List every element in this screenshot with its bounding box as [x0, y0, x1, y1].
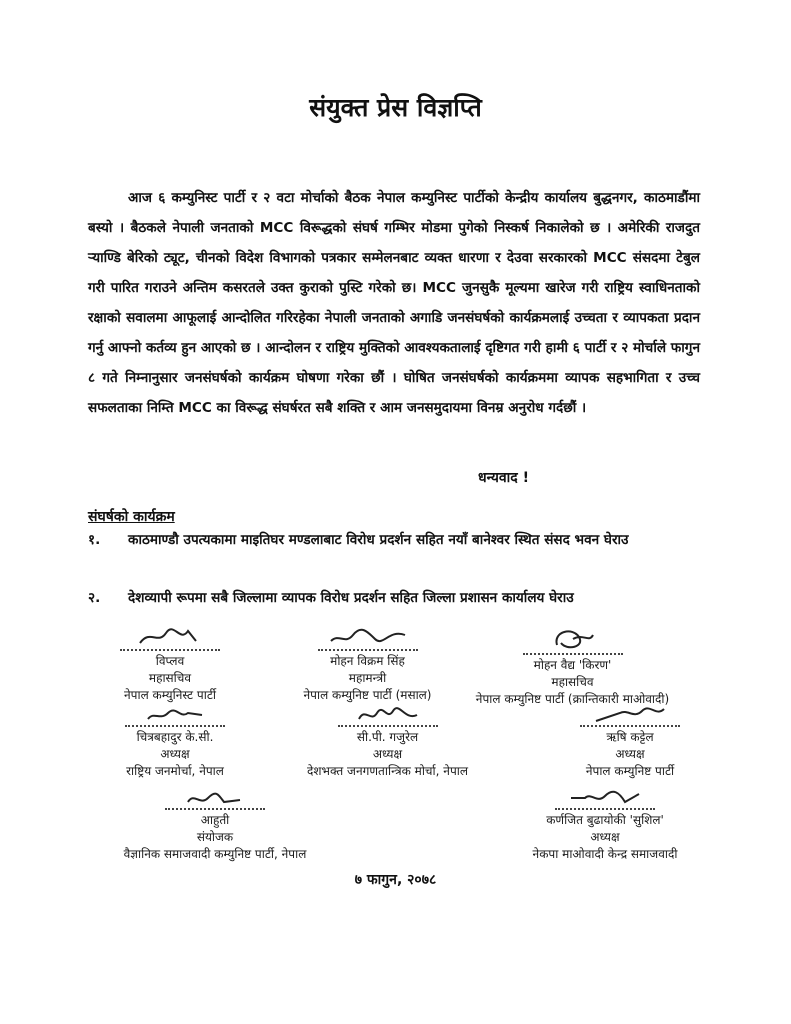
signatory-name: आहुती: [200, 813, 230, 827]
program-heading: संघर्षको कार्यक्रम: [88, 509, 175, 525]
thanks-text: धन्यवाद !: [478, 470, 529, 486]
signatory-name: विप्लव: [155, 654, 185, 668]
program-item: [88, 585, 700, 611]
signature-block: [95, 788, 335, 863]
handwritten-signature: [590, 705, 670, 725]
signature-block: [100, 705, 250, 780]
program-item-text: काठमाण्डौ उपत्यकामा माइतिघर मण्डलाबाट विरोध प्रदर्शन सहित नयाँ बानेश्वर स्थित संसद भवन घेराउ: [128, 532, 629, 548]
body-paragraph-text: आज ६ कम्युनिस्ट पार्टी र २ वटा मोर्चाको बैठक नेपाल कम्युनिस्ट पार्टीको केन्द्रीय कार्यालय बुद्धनगर, काठमाडौंमा बस्यो । बैठकले नेपाली जनताको MCC विरूद्धको संघर्ष गम्भिर मोडमा पुगेको निस्कर्ष निकालेको छ । अमेरिकी राजदुत ऱ्याण्डि बेरिको ट्यूट, चीनको विदेश विभागको पत्रकार सम्मेलनबाट व्यक्त धारणा र देउवा सरकारको MCC संसदमा टेबुल गरी पारित गराउने अन्तिम कसरतले उक्त कुराको पुस्टि गरेको छ। MCC जुनसुकै मूल्यमा खारेज गरी राष्ट्रिय स्वाधिनताको रक्षाको सवालमा आफूलाई आन्दोलित गरिरहेका नेपाली जनताको अगाडि जनसंघर्षको कार्यक्रमलाई उच्चता र व्यापकता प्रदान गर्नु आफ्नो कर्तव्य हुन आएको छ । आन्दोलन र राष्ट्रिय मुक्तिको आवश्यकतालाई दृष्टिगत गरी हामी ६ पार्टी र २ मोर्चाले फागुन ८ गते निम्नानुसार जनसंघर्षको कार्यक्रम घोषणा गरेका छौं । घोषित जनसंघर्षको कार्यक्रममा व्यापक सहभागिता र उच्च सफलताका निम्ति MCC का विरूद्ध संघर्षरत सबै शक्ति र आम जनसमुदायमा विनम्र अनुरोध गर्दछौं ।: [88, 190, 700, 416]
signatory-role: महामन्त्री: [348, 671, 387, 685]
handwritten-signature: [565, 788, 645, 808]
signature-block: [560, 705, 700, 780]
signature-block: [460, 625, 685, 708]
program-item: [88, 527, 700, 553]
signatory-role: अध्यक्ष: [615, 747, 645, 761]
signatory-role: महासचिव: [148, 671, 192, 685]
signatory-org: देशभक्त जनगणतान्त्रिक मोर्चा, नेपाल: [306, 764, 469, 778]
signatory-org: नेपाल कम्युनिष्ट पार्टी: [585, 764, 675, 778]
signatory-role: संयोजक: [196, 830, 234, 844]
signatory-name: ऋषि कट्टेल: [606, 730, 654, 744]
signatory-org: नेकपा माओवादी केन्द्र समाजवादी: [532, 847, 678, 861]
signatory-org: नेपाल कम्युनिस्ट पार्टी: [124, 688, 216, 702]
signatory-name: सी.पी. गजुरेल: [356, 730, 419, 744]
handwritten-signature: [323, 625, 413, 649]
signatory-org: वैज्ञानिक समाजवादी कम्युनिष्ट पार्टी, नेपाल: [123, 847, 307, 861]
handwritten-signature: [130, 625, 210, 649]
signatory-name: मोहन विक्रम सिंह: [330, 654, 405, 668]
signatory-name: कर्णजित बुढायोकी 'सुशिल': [546, 813, 664, 827]
signature-block: [510, 788, 700, 863]
signatory-role: अध्यक्ष: [590, 830, 620, 844]
program-item-text: देशव्यापी रूपमा सबै जिल्लामा व्यापक विरोध प्रदर्शन सहित जिल्ला प्रशासन कार्यालय घेराउ: [128, 590, 574, 606]
program-item-number: १.: [88, 532, 101, 548]
signatory-name: मोहन वैद्य 'किरण': [533, 658, 612, 672]
signature-block: [275, 625, 460, 704]
signature-block: [290, 705, 485, 780]
document-date: ७ फागुन, २०७८: [354, 872, 437, 888]
signatory-org: नेपाल कम्युनिष्ट पार्टी (मसाल): [303, 688, 432, 702]
handwritten-signature: [543, 625, 603, 653]
handwritten-signature: [140, 705, 210, 725]
handwritten-signature: [180, 788, 250, 808]
signatory-org: राष्ट्रिय जनमोर्चा, नेपाल: [126, 764, 224, 778]
document-title: संयुक्त प्रेस विज्ञप्ति: [309, 93, 482, 122]
signatory-name: चित्रबहादुर के.सी.: [136, 730, 214, 744]
signature-block: [100, 625, 240, 704]
signatory-org: नेपाल कम्युनिष्ट पार्टी (क्रान्तिकारी माओवादी): [475, 692, 670, 706]
signatory-role: अध्यक्ष: [160, 747, 190, 761]
signatory-role: महासचिव: [551, 675, 594, 689]
body-paragraph: [88, 183, 700, 423]
program-item-number: २.: [88, 590, 101, 606]
signatory-role: अध्यक्ष: [372, 747, 403, 761]
handwritten-signature: [353, 705, 423, 725]
